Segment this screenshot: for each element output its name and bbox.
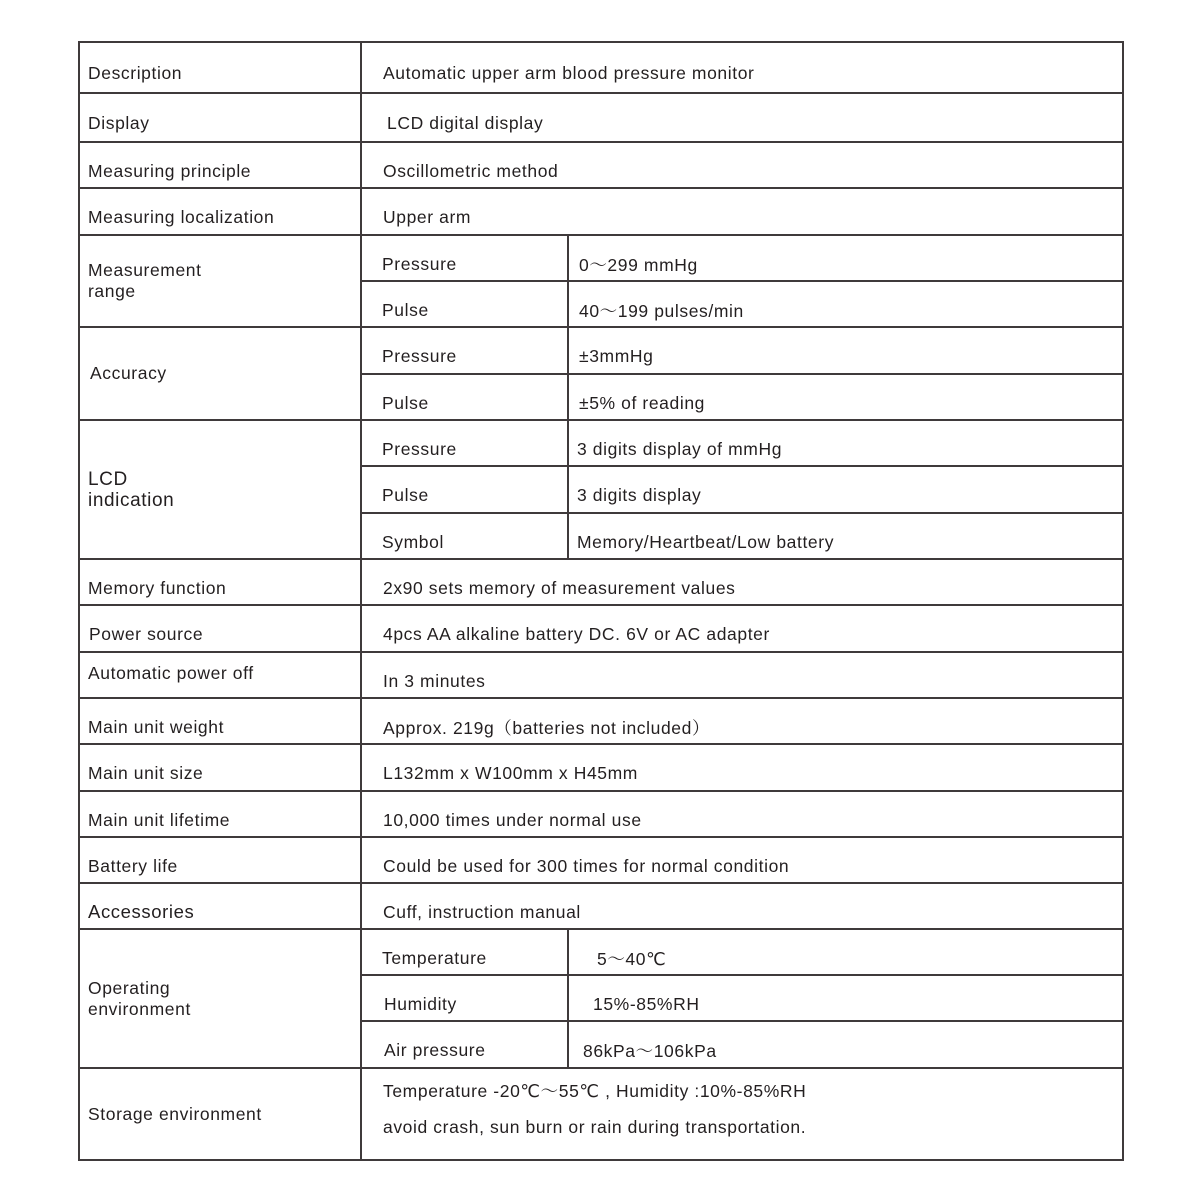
sub-label: Temperature — [361, 929, 568, 975]
spec-value: Automatic upper arm blood pressure monitor — [361, 42, 1123, 93]
sub-value: 15%-85%RH — [568, 975, 1123, 1021]
spec-label: Memory function — [79, 559, 361, 605]
spec-label: Main unit weight — [79, 698, 361, 744]
spec-label: Automatic power off — [79, 652, 361, 698]
spec-value: 2x90 sets memory of measurement values — [361, 559, 1123, 605]
table-row — [79, 559, 1123, 605]
sub-label: Pulse — [361, 374, 568, 420]
spec-label: Battery life — [79, 837, 361, 883]
table-row — [79, 327, 1123, 374]
spec-label: Accuracy — [79, 327, 361, 420]
spec-value: Temperature -20℃～55℃ , Humidity :10%-85%RH avoid crash, sun burn or rain during transportation. — [361, 1068, 1123, 1160]
table-row — [79, 420, 1123, 466]
table-row — [79, 837, 1123, 883]
sub-value: 5～40℃ — [568, 929, 1123, 975]
sub-label: Humidity — [361, 975, 568, 1021]
table-row — [79, 791, 1123, 837]
spec-value: Approx. 219g（batteries not included） — [361, 698, 1123, 744]
sub-value: 86kPa～106kPa — [568, 1021, 1123, 1068]
table-row — [79, 929, 1123, 975]
spec-value: 4pcs AA alkaline battery DC. 6V or AC adapter — [361, 605, 1123, 652]
spec-label: Power source — [79, 605, 361, 652]
spec-label: Display — [79, 93, 361, 142]
table-row — [79, 188, 1123, 235]
spec-label: Measuring localization — [79, 188, 361, 235]
sub-value: ±5% of reading — [568, 374, 1123, 420]
spec-label: Accessories — [79, 883, 361, 929]
spec-label: Main unit lifetime — [79, 791, 361, 837]
sub-label: Air pressure — [361, 1021, 568, 1068]
spec-label: Operating environment — [79, 929, 361, 1068]
sub-label: Pulse — [361, 466, 568, 513]
spec-value: 10,000 times under normal use — [361, 791, 1123, 837]
table-row — [79, 883, 1123, 929]
sub-label: Symbol — [361, 513, 568, 559]
sub-value: 3 digits display of mmHg — [568, 420, 1123, 466]
sub-value: Memory/Heartbeat/Low battery — [568, 513, 1123, 559]
sub-label: Pressure — [361, 235, 568, 281]
spec-label: Storage environment — [79, 1068, 361, 1160]
spec-value: Cuff, instruction manual — [361, 883, 1123, 929]
spec-label: Measuring principle — [79, 142, 361, 188]
table-row — [79, 1068, 1123, 1160]
table-row — [79, 698, 1123, 744]
sub-value: 0～299 mmHg — [568, 235, 1123, 281]
table-row — [79, 93, 1123, 142]
table-row — [79, 235, 1123, 281]
spec-value: Could be used for 300 times for normal condition — [361, 837, 1123, 883]
sub-value: 40～199 pulses/min — [568, 281, 1123, 327]
sub-value: 3 digits display — [568, 466, 1123, 513]
table-row — [79, 605, 1123, 652]
spec-value: Upper arm — [361, 188, 1123, 235]
sub-value: ±3mmHg — [568, 327, 1123, 374]
spec-value: Oscillometric method — [361, 142, 1123, 188]
spec-value: LCD digital display — [361, 93, 1123, 142]
specification-table — [78, 41, 1124, 1161]
sub-label: Pressure — [361, 327, 568, 374]
spec-label: LCD indication — [79, 420, 361, 559]
spec-label: Measurement range — [79, 235, 361, 327]
spec-value: L132mm x W100mm x H45mm — [361, 744, 1123, 791]
sub-label: Pressure — [361, 420, 568, 466]
table-row — [79, 652, 1123, 698]
table-row — [79, 744, 1123, 791]
spec-label: Main unit size — [79, 744, 361, 791]
spec-value: In 3 minutes — [361, 652, 1123, 698]
sub-label: Pulse — [361, 281, 568, 327]
table-row — [79, 42, 1123, 93]
table-row — [79, 142, 1123, 188]
spec-label: Description — [79, 42, 361, 93]
